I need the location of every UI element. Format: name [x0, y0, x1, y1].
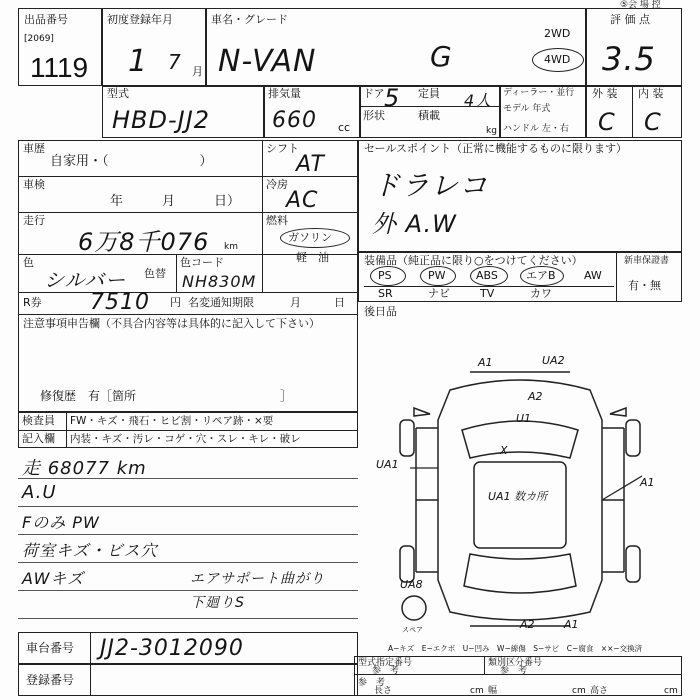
- tax-label: 新車保證書: [624, 256, 670, 266]
- width-cm: cm: [572, 686, 586, 696]
- later-label: 後日品: [364, 305, 397, 318]
- rule-2: [18, 506, 358, 507]
- equip-sr: SR: [378, 287, 393, 300]
- recycle-label: R券: [23, 296, 42, 309]
- mark-ua2: UA2: [542, 354, 565, 367]
- spare-label: スペア: [402, 626, 423, 634]
- venue: ⑤会 場 控: [620, 0, 661, 10]
- grade-divider: [632, 86, 633, 138]
- line-e: [18, 314, 358, 315]
- door-label: ドア: [363, 87, 385, 100]
- rule-3: [18, 534, 358, 535]
- interior-grade: C: [644, 108, 662, 136]
- note-4: 荷室キズ・ビス穴: [22, 541, 158, 560]
- inspector-row1: FW・キズ・飛石・ヒビ割・リペア跡・×要: [70, 415, 274, 427]
- interior-label: 内 装: [638, 87, 664, 100]
- mark-ua1-roof: UA1 数カ所: [488, 490, 548, 503]
- inspector-row2: 内装・キズ・汚レ・コゲ・穴・スレ・キレ・破レ: [70, 433, 301, 445]
- equip-leather: カワ: [530, 287, 552, 300]
- note-2: A.U: [22, 482, 57, 503]
- color-divider: [176, 254, 177, 292]
- name-change-label: 名変通知期限: [188, 296, 254, 309]
- reg-label: 登録番号: [26, 673, 75, 687]
- lot-number: 1119: [30, 52, 89, 83]
- capacity-label: 定員: [418, 87, 440, 100]
- height-cm: cm: [664, 686, 678, 696]
- equip-label: 装備品（純正品に限り○をつけてください）: [364, 254, 583, 267]
- score: 3.5: [602, 40, 656, 78]
- first-reg-year: 1: [128, 44, 149, 79]
- shape-label: 形状: [363, 109, 385, 122]
- length-label: 長さ: [374, 686, 393, 696]
- equip-ps: PS: [378, 269, 392, 282]
- sales-line1: ドラレコ: [372, 169, 489, 202]
- model-label: 型式: [107, 87, 129, 100]
- shift: AT: [296, 152, 325, 177]
- month-unit: 月: [192, 65, 203, 78]
- rule-6: [18, 618, 358, 619]
- lot-label: 出品番号: [24, 13, 68, 26]
- spec-divider: [484, 656, 485, 674]
- mark-ua1-left: UA1: [376, 458, 399, 471]
- equip-abs: ABS: [476, 269, 498, 282]
- length-cm: cm: [470, 686, 484, 696]
- equip-aw: AW: [584, 269, 602, 282]
- diagram-legend: A−キズ E−エクボ U−凹み W−線傷 S−サビ C−腐食 ××−交換済: [388, 644, 643, 653]
- tax-value: 有・無: [628, 279, 661, 292]
- doors: 5: [384, 84, 401, 112]
- handle-label: ハンドル 左・右: [503, 124, 569, 134]
- equip-pw: PW: [428, 269, 446, 282]
- ac: AC: [286, 188, 319, 213]
- note-7: 下廻りS: [190, 595, 245, 611]
- fuel-diesel: 軽 油: [296, 251, 329, 264]
- ac-label: 冷房: [266, 178, 288, 191]
- inspector-label2: 記入欄: [22, 432, 55, 445]
- equip-tv: TV: [480, 287, 495, 300]
- color: シルバー: [44, 268, 127, 292]
- car-name-label: 車名・グレード: [211, 13, 288, 26]
- inspector-label1: 検査員: [22, 414, 55, 427]
- mark-a2-hood: A2: [528, 390, 543, 403]
- drive-2wd: 2WD: [544, 27, 571, 40]
- sales-label: セールスポイント（正常に機能するものに限ります）: [364, 142, 628, 155]
- equip-abs-circle: [470, 266, 508, 286]
- mark-u1: U1: [516, 412, 532, 425]
- width-label: 幅: [488, 686, 498, 696]
- equip-divider: [616, 252, 617, 302]
- fuel-gas: ガソリン: [288, 231, 332, 244]
- grade: G: [430, 40, 453, 73]
- equip-pw-circle: [420, 266, 456, 286]
- inspection-label: 車検: [23, 178, 45, 191]
- length-ref: 参 考: [358, 678, 386, 688]
- mid-divider: [262, 140, 263, 292]
- exterior-grade: C: [598, 108, 616, 136]
- inspection-value: 年 月 日）: [110, 194, 241, 209]
- drive-4wd: 4WD: [544, 53, 571, 66]
- cat-ref: 参 考: [500, 666, 528, 676]
- name-change-value: 月 日: [290, 296, 345, 309]
- first-reg-month: 7: [168, 50, 182, 74]
- mileage-label: 走行: [23, 214, 45, 227]
- mark-a1-right: A1: [640, 476, 655, 489]
- inspector-mid: [18, 430, 358, 431]
- model-year-label: モデル 年式: [503, 104, 551, 114]
- fuel-label: 燃料: [266, 214, 288, 227]
- vin: JJ2-3012090: [100, 636, 244, 661]
- equip-airbag: エアB: [526, 269, 556, 282]
- door-divider: [360, 106, 500, 107]
- usage-label: 車歴: [23, 142, 45, 155]
- equip-navi: ナビ: [428, 287, 450, 300]
- capacity: 4人: [464, 91, 493, 110]
- car-damage-diagram: [370, 350, 670, 640]
- equip-ps-circle: [370, 266, 406, 286]
- model: HBD-JJ2: [112, 106, 211, 134]
- yen-unit: 円: [170, 296, 181, 309]
- rule-4: [18, 562, 358, 563]
- displacement-label: 排気量: [268, 87, 301, 100]
- mileage: 6万8千076: [78, 228, 210, 256]
- color-code-label: 色コード: [180, 256, 224, 269]
- recycle: 7510: [90, 290, 150, 315]
- mark-a2-rear: A2: [520, 618, 535, 631]
- height-label: 高さ: [590, 686, 609, 696]
- cat-label: 類別区分番号: [488, 658, 543, 668]
- vin-label: 車台番号: [26, 641, 75, 655]
- mark-x: X: [500, 444, 508, 457]
- type-label: 型式指定番号: [358, 658, 413, 668]
- mark-a1-rear: A1: [564, 618, 579, 631]
- displacement: 660: [272, 108, 317, 133]
- note-3: Fのみ PW: [22, 513, 100, 532]
- first-reg-label: 初度登録年月: [107, 13, 173, 26]
- mark-ua8: UA8: [400, 578, 423, 591]
- note-6: エアサポート曲がり: [190, 571, 325, 587]
- usage-value: 自家用・（ ）: [50, 154, 213, 169]
- color-label: 色: [23, 256, 34, 269]
- color-code: NH830M: [182, 272, 257, 291]
- color-change-label: 色替: [144, 267, 166, 280]
- repair-label: 修復歴 有［箇所 ］: [40, 389, 293, 403]
- rule-5: [18, 590, 358, 591]
- mark-a1-front: A1: [478, 356, 493, 369]
- type-ref: 参 考: [372, 666, 400, 676]
- notes-label: 注意事項申告欄（不具合内容等は具体的に記入して下さい）: [23, 317, 320, 330]
- kg-unit: kg: [486, 126, 497, 136]
- load-label: 積載: [418, 109, 440, 122]
- score-label: 評 価 点: [610, 13, 650, 26]
- cc-unit: cc: [338, 121, 351, 134]
- sales-line2: 外 A.W: [372, 210, 457, 238]
- car-name: N-VAN: [218, 44, 317, 79]
- lot-sub: [2069]: [24, 34, 54, 44]
- dealer-label: ディーラー・並行: [503, 88, 575, 98]
- equip-airbag-circle: [520, 266, 564, 286]
- km-unit: km: [224, 242, 238, 252]
- exterior-label: 外 装: [592, 87, 618, 100]
- shift-label: シフト: [266, 142, 299, 155]
- note-1: 走 68077 km: [22, 458, 147, 479]
- note-5: AWキズ: [22, 569, 85, 588]
